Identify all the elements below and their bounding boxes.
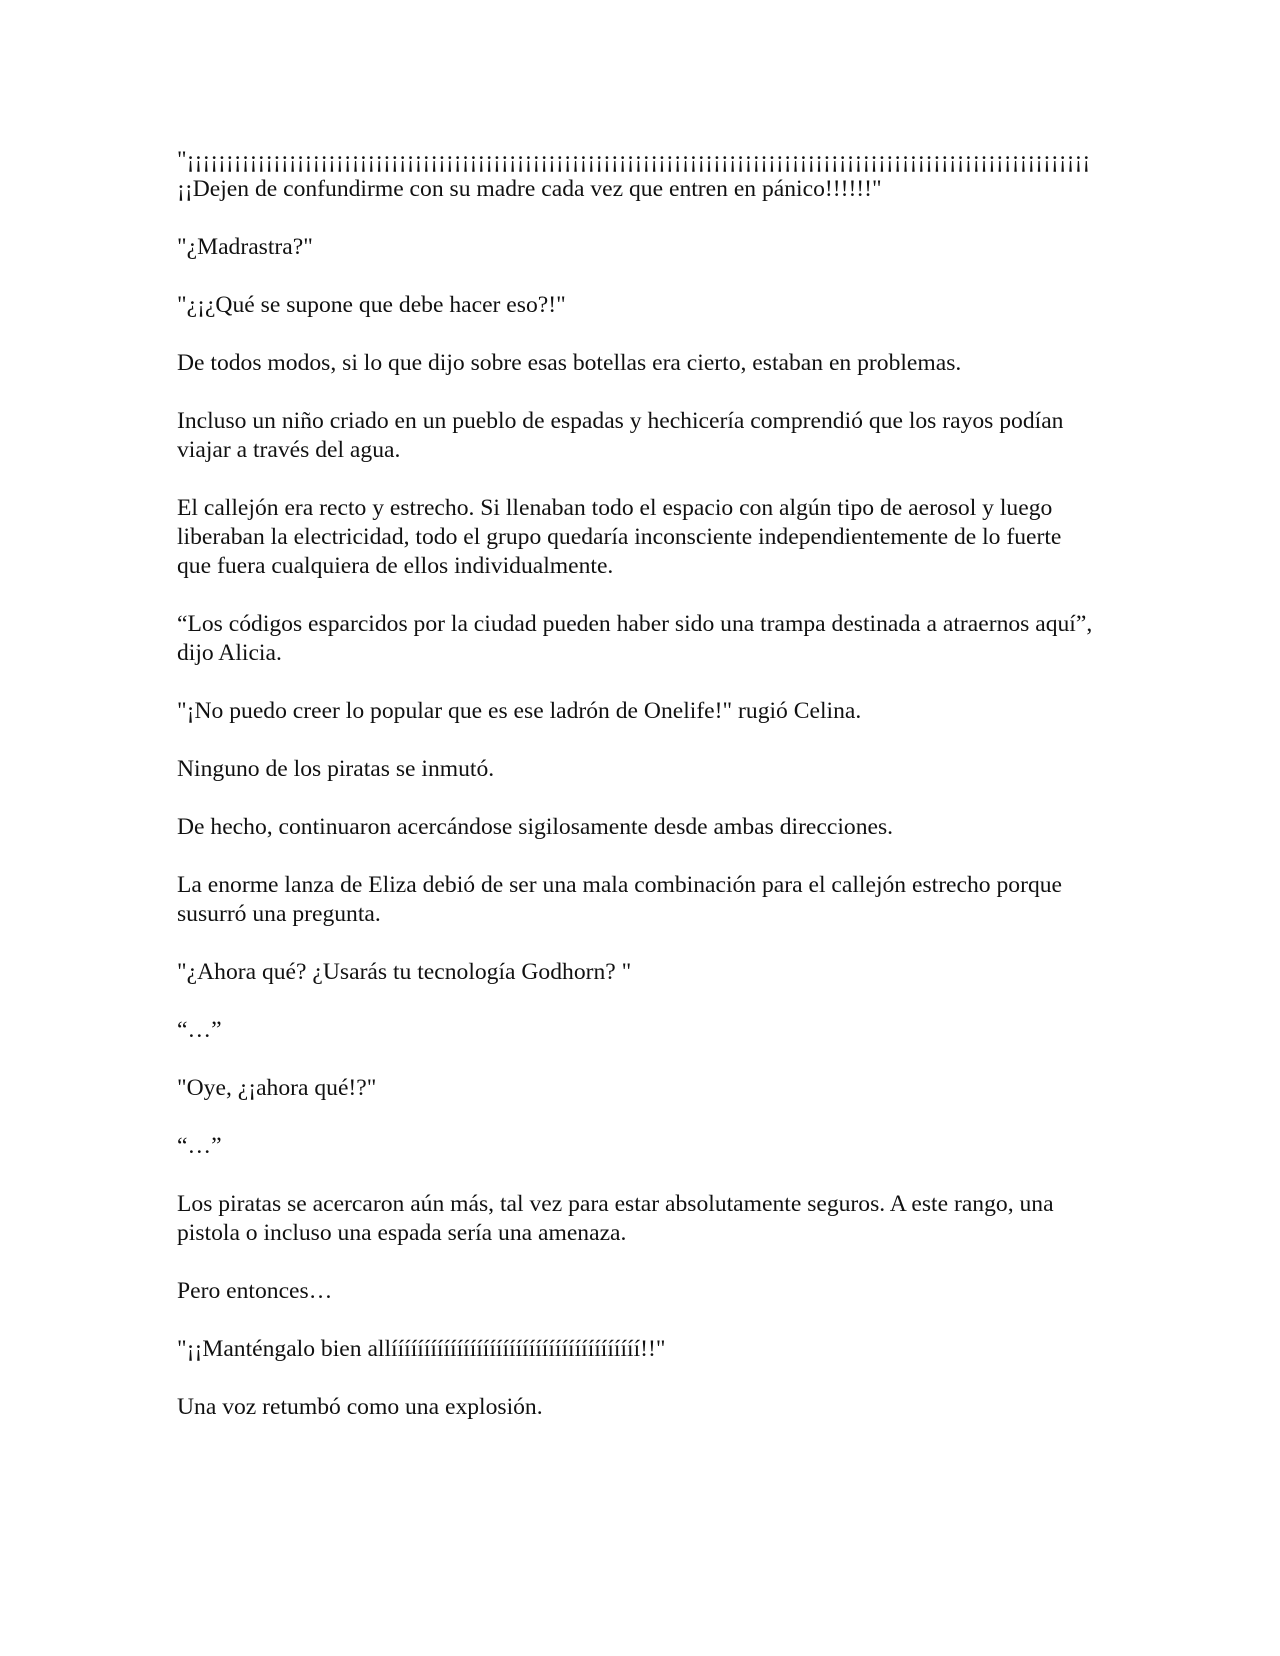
paragraph-10: De hecho, continuaron acercándose sigilosamente desde ambas direcciones. xyxy=(177,814,894,840)
paragraph-4: De todos modos, si lo que dijo sobre esas botellas era cierto, estaban en problemas. xyxy=(177,350,962,376)
paragraph-18: "¡¡Manténgalo bien allíííííííííííííííííííííííííííííííííííííí!!" xyxy=(177,1336,666,1362)
paragraph-14: "Oye, ¿¡ahora qué!?" xyxy=(177,1075,377,1101)
paragraph-19: Una voz retumbó como una explosión. xyxy=(177,1394,543,1420)
paragraph-7: “Los códigos esparcidos por la ciudad pueden haber sido una trampa destinada a atraernos aquí”, dijo Alicia. xyxy=(177,611,1093,666)
paragraph-6: El callejón era recto y estrecho. Si llenaban todo el espacio con algún tipo de aerosol y luego liberaban la electricidad, todo el grupo quedaría inconsciente independientemente de lo fuerte que fuera cualquiera de ellos individualmente. xyxy=(177,495,1062,579)
paragraph-2: "¿Madrastra?" xyxy=(177,234,313,260)
document-body xyxy=(177,146,1097,1451)
paragraph-12: "¿Ahora qué? ¿Usarás tu tecnología Godhorn? " xyxy=(177,959,632,985)
paragraph-5: Incluso un niño criado en un pueblo de espadas y hechicería comprendió que los rayos podían viajar a través del agua. xyxy=(177,408,1064,463)
paragraph-17: Pero entonces… xyxy=(177,1278,333,1304)
paragraph-3: "¿¡¿Qué se supone que debe hacer eso?!" xyxy=(177,292,566,318)
paragraph-16: Los piratas se acercaron aún más, tal vez para estar absolutamente seguros. A este rango, una pistola o incluso una espada sería una amenaza. xyxy=(177,1191,1054,1246)
paragraph-1: "¡¡¡¡¡¡¡¡¡¡¡¡¡¡¡¡¡¡¡¡¡¡¡¡¡¡¡¡¡¡¡¡¡¡¡¡¡¡¡¡¡¡¡¡¡¡¡¡¡¡¡¡¡¡¡¡¡¡¡¡¡¡¡¡¡¡¡¡¡¡¡¡¡¡¡¡¡¡¡¡¡¡¡¡¡¡¡¡¡¡¡¡¡¡¡¡¡¡¡¡¡¡¡¡¡¡¡¡¡¡¡¡¡¡¡¡¡Dejen de confundirme con su madre cada vez que entren en pánico!!!!!!" xyxy=(177,147,1091,202)
paragraph-11: La enorme lanza de Eliza debió de ser una mala combinación para el callejón estrecho porque susurró una pregunta. xyxy=(177,872,1063,927)
paragraph-9: Ninguno de los piratas se inmutó. xyxy=(177,756,495,782)
paragraph-15: “…” xyxy=(177,1133,222,1159)
paragraph-13: “…” xyxy=(177,1017,222,1043)
paragraph-8: "¡No puedo creer lo popular que es ese ladrón de Onelife!" rugió Celina. xyxy=(177,698,862,724)
